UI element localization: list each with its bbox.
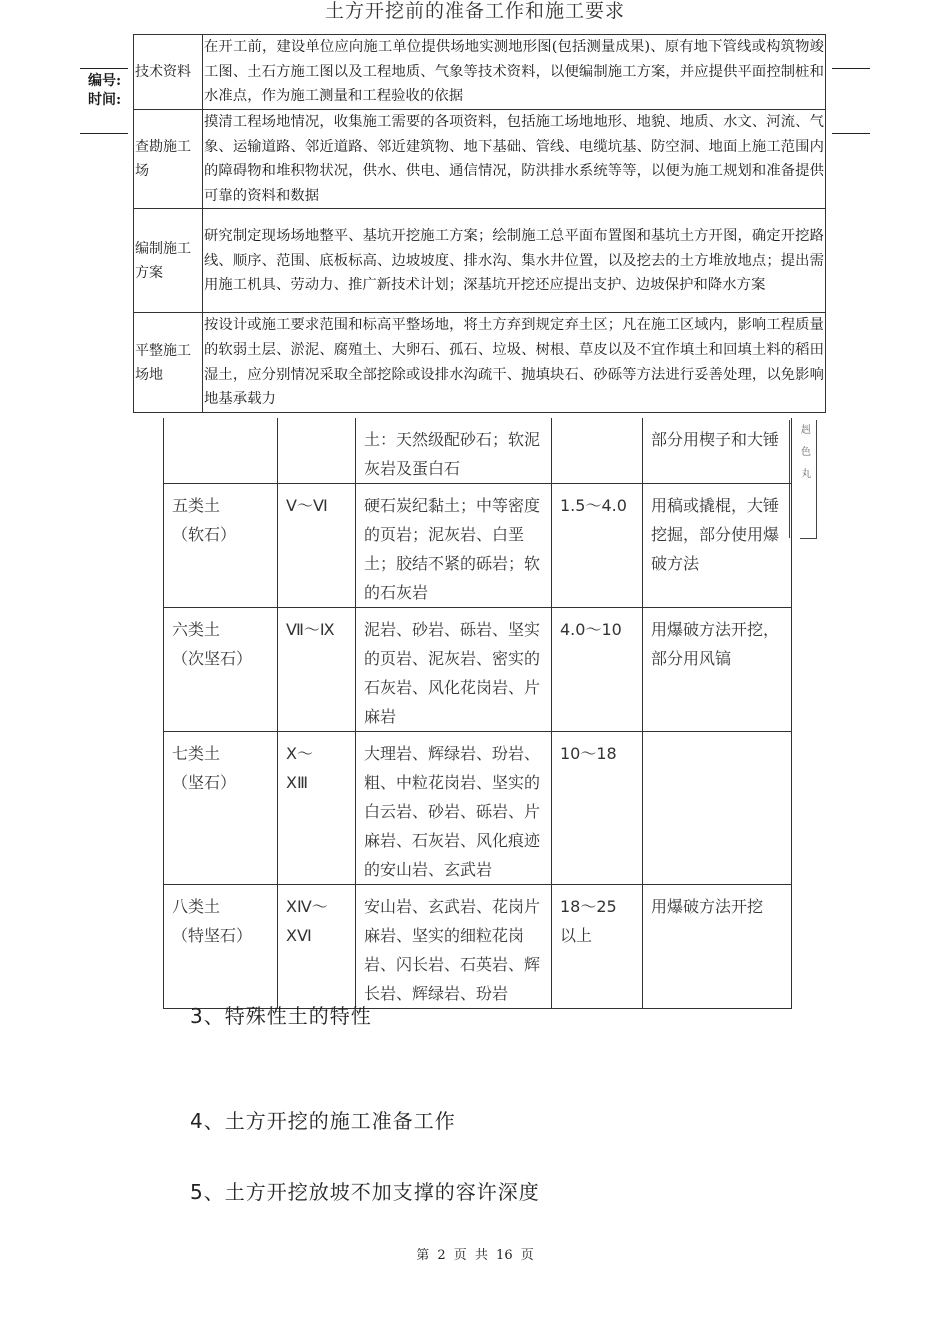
left-rule-top [80,68,128,69]
document-title: 土方开挖前的准备工作和施工要求 [324,0,625,22]
page-number: 第 2 页 共 16 页 [416,1248,534,1263]
prep-row-content: 按设计或施工要求范围和标高平整场地，将土方弃到规定弃土区；凡在施工区域内，影响工程质量的软弱土层、淤泥、腐殖土、大卵石、孤石、垃圾、树根、草皮以及不宜作填土和回填土料的稻田湿土，应分别情况采取全部挖除或设排水沟疏干、抛填块石、砂砾等方法进行妥善处理，以免影响地基承载力 [203,313,826,412]
side-mark-char: 赳 [801,425,811,436]
soil-classification-table [163,418,792,1009]
section-heading: 4、土方开挖的施工准备工作 [190,1109,456,1133]
preparation-table [133,34,826,413]
soil-name-cell: 五类土 （软石） [164,484,278,608]
table-row [164,885,792,1009]
side-mark-char: 色 [801,447,811,458]
soil-grade-cell: Ⅶ～Ⅸ [278,608,356,732]
soil-grade-cell: Ⅹ～ ⅩⅢ [278,732,356,885]
section-heading: 5、土方开挖放坡不加支撑的容许深度 [190,1180,540,1204]
number-label: 编号: [88,73,122,89]
prep-row [134,110,826,209]
prep-row-label: 技术资料 [134,35,203,110]
soil-grade-cell: Ⅴ～Ⅵ [278,484,356,608]
soil-coef-cell: 1.5～4.0 [552,484,643,608]
soil-name-cell [164,418,278,484]
soil-rock-cell: 硬石炭纪黏土；中等密度的页岩；泥灰岩、白垩土；胶结不紧的砾岩；软的石灰岩 [356,484,552,608]
soil-method-cell: 用稿或撬棍，大锤挖掘，部分使用爆破方法 [643,484,792,608]
side-mark-bracket [800,420,817,539]
prep-row [134,35,826,110]
prep-row-label: 编制施工方案 [134,209,203,313]
table-row [164,608,792,732]
prep-row-label: 平整施工场地 [134,313,203,412]
table-row [164,732,792,885]
soil-method-cell: 部分用楔子和大锤 [643,418,792,484]
soil-coef-cell: 4.0～10 [552,608,643,732]
table-row [164,484,792,608]
prep-row [134,209,826,313]
soil-rock-cell: 土：天然级配砂石；软泥灰岩及蛋白石 [356,418,552,484]
soil-name-cell: 八类土 （特坚石） [164,885,278,1009]
table-row [164,418,792,484]
soil-method-cell: 用爆破方法开挖 [643,885,792,1009]
right-rule-bottom [832,133,870,134]
soil-name-cell: 六类土 （次坚石） [164,608,278,732]
side-mark-line [789,420,790,538]
soil-coef-cell: 10～18 [552,732,643,885]
right-rule-top [832,68,870,69]
prep-row-content: 研究制定现场场地整平、基坑开挖施工方案；绘制施工总平面布置图和基坑土方开图，确定开挖路线、顺序、范围、底板标高、边坡坡度、排水沟、集水井位置，以及挖去的土方堆放地点；提出需用施工机具、劳动力、推广新技术计划；深基坑开挖还应提出支护、边坡保护和降水方案 [203,209,826,313]
soil-grade-cell: ⅩⅣ～ ⅩⅥ [278,885,356,1009]
soil-coef-cell [552,418,643,484]
soil-coef-cell: 18～25 以上 [552,885,643,1009]
prep-row-content: 在开工前，建设单位应向施工单位提供场地实测地形图(包括测量成果)、原有地下管线或构筑物竣工图、土石方施工图以及工程地质、气象等技术资料，以便编制施工方案，并应提供平面控制桩和水准点，作为施工测量和工程验收的依据 [203,35,826,110]
left-rule-bottom [80,133,128,134]
section-heading: 3、特殊性土的特性 [190,1004,372,1028]
prep-row-label: 查勘施工场 [134,110,203,209]
prep-row-content: 摸清工程场地情况，收集施工需要的各项资料，包括施工场地地形、地貌、地质、水文、河流、气象、运输道路、邻近道路、邻近建筑物、地下基础、管线、电缆坑基、防空洞、地面上施工范围内的障碍物和堆积物状况，供水、供电、通信情况，防洪排水系统等等，以便为施工规划和准备提供可靠的资料和数据 [203,110,826,209]
side-mark-char: 丸 [801,469,811,480]
soil-name-cell: 七类土 （坚石） [164,732,278,885]
soil-rock-cell: 泥岩、砂岩、砾岩、坚实的页岩、泥灰岩、密实的石灰岩、风化花岗岩、片麻岩 [356,608,552,732]
soil-method-cell: 用爆破方法开挖，部分用风镐 [643,608,792,732]
soil-grade-cell [278,418,356,484]
time-label: 时间: [88,92,122,108]
soil-rock-cell: 安山岩、玄武岩、花岗片麻岩、坚实的细粒花岗岩、闪长岩、石英岩、辉长岩、辉绿岩、玢岩 [356,885,552,1009]
soil-rock-cell: 大理岩、辉绿岩、玢岩、粗、中粒花岗岩、坚实的白云岩、砂岩、砾岩、片麻岩、石灰岩、风化痕迹的安山岩、玄武岩 [356,732,552,885]
soil-method-cell [643,732,792,885]
prep-row [134,313,826,412]
